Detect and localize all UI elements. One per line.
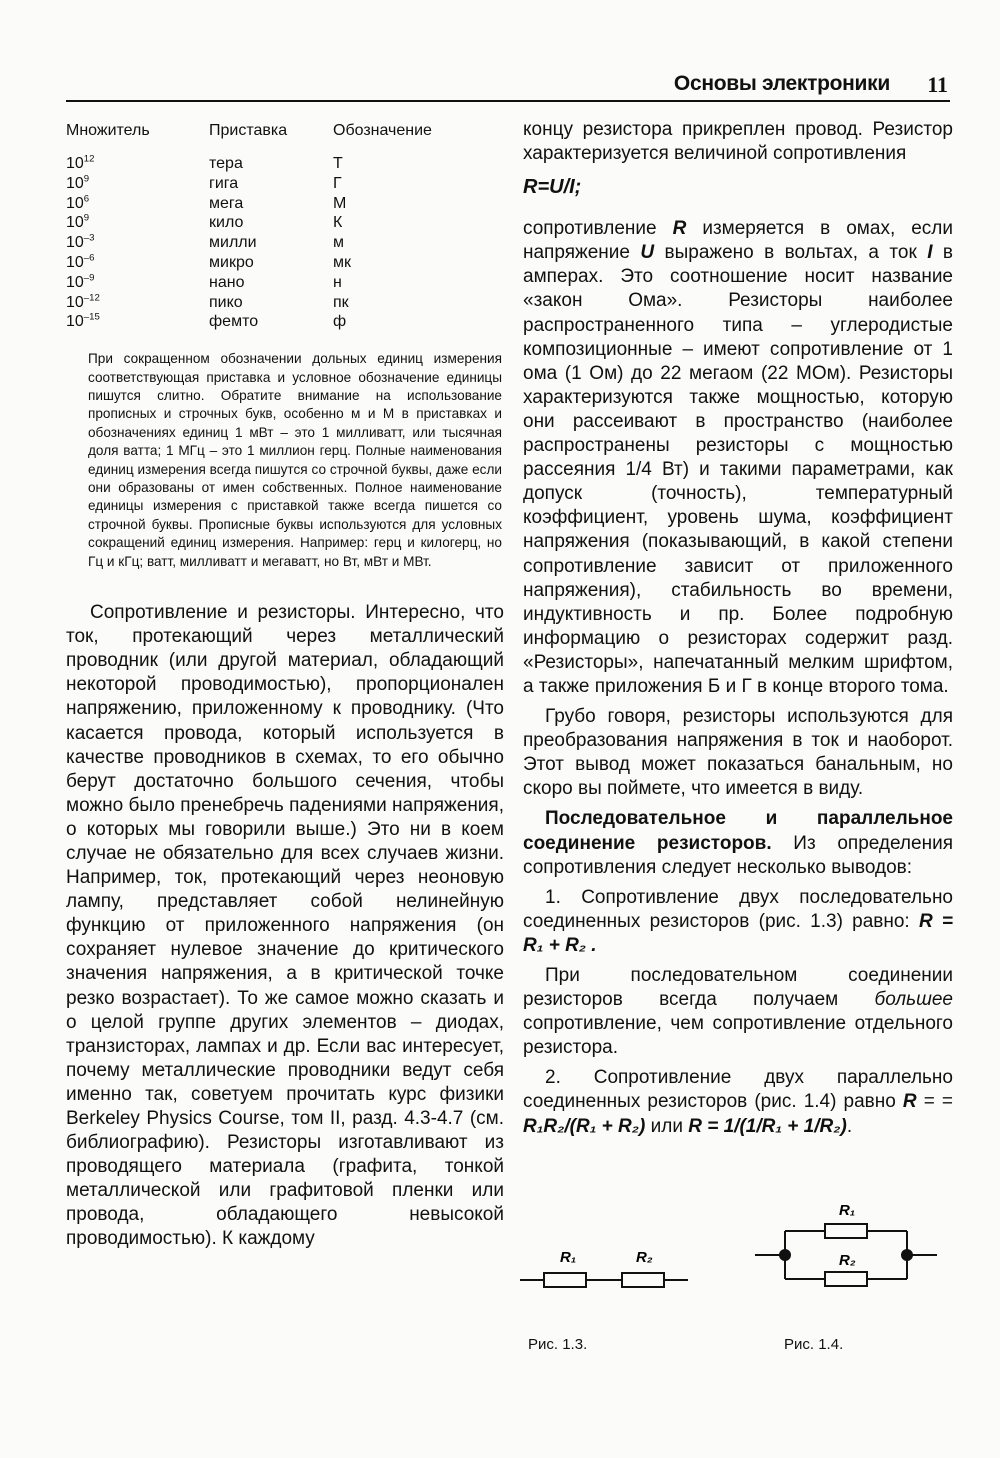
label-r2: R₂ — [636, 1249, 653, 1266]
paragraph-series-parallel: Последовательное и параллельное соединение резисторов. Из определения сопротивления следует несколько выводов: — [523, 808, 953, 878]
paragraph-ohm: сопротивление R измеряется в омах, если напряжение U выражено в вольтах, а ток I в амперах. Это соотношение носит название «закон Ома». Резисторы наиболее распространенного типа – углеродистые композиционные – имеют сопротивление от 1 ома (1 Ом) до 22 мегаом (22 МОм). Резисторы характеризуются также мощностью, которую они рассеивают в пространство (наиболее распространены резисторы с мощностью рассеяния 1/4 Вт) и такими параметрами, как допуск (точность), температурный коэффициент, уровень шума, коэффициент напряжения (показывающий, в какой степени сопротивление зависит от приложенного напряжения), стабильность во времени, индуктивность и пр. Более подробную информацию о резисторах содержит разд. «Резисторы», напечатанный мелким шрифтом, а также приложения Б и Г в конце второго тома. — [523, 218, 953, 697]
resistor-r2 — [825, 1272, 867, 1286]
left-paragraph: Сопротивление и резисторы. Интересно, что ток, протекающий через металлический проводник (или другой материал, обладающий некоторой проводимостью), пропорционален напряжению, приложенному к проводнику. (Что касается провода, который используется в качестве проводников в схемах, то его обычно берут достаточно большого сечения, чтобы можно было пренебречь падениями напряжения, о которых мы говорили выше.) Это ни в коем случае не обязательно для всех случаев жизни. Например, ток, протекающий через неоновую лампу, представляет собой нелинейную функцию от приложенного напряжения (он сохраняет нулевое значение до критического значения напряжения, а в критической точке резко возрастает). То же самое можно сказать и о целой группе других элементов – диодах, транзисторах, лампах и др. Если вас интересует, почему металлические проводники ведут себя именно так, советуем прочитать курс физики Berkeley Physics Course, том II, разд. 4.3-4.7 (см. библиографию). Резисторы изготавливают из проводящего материала (графита, тонкой металлической или графитовой пленки или провода, обладающего невысокой проводимостью). К каждому — [66, 602, 504, 1250]
junction-node — [901, 1249, 913, 1261]
resistor-r1 — [544, 1273, 586, 1287]
right-column — [523, 118, 953, 1145]
left-column — [66, 118, 504, 1252]
junction-node — [779, 1249, 791, 1261]
label-r1: R₁ — [839, 1202, 856, 1219]
ohms-law-formula: R=U/I; — [523, 176, 582, 199]
table-row: $10^{-3}$ милли м — [66, 232, 344, 252]
series-circuit-diagram — [520, 1240, 690, 1310]
figure-parallel-resistors — [755, 1195, 945, 1295]
label-r1: R₁ — [560, 1249, 577, 1266]
page-number: 11 — [927, 72, 948, 97]
parallel-formula-reciprocal: R = 1/(1/R₁ + 1/R₂) — [688, 1115, 847, 1137]
prefix-table — [66, 118, 432, 332]
table-row: $10^{-6}$ микро мк — [66, 252, 351, 271]
series-formula: R = R₁ + R₂ . — [523, 910, 953, 956]
footnote-note: При сокращенном обозначении дольных единиц измерения соответствующая приставка и условное обозначение единицы пишутся слитно. Обратите внимание на использование прописных и строчных букв, особенно м и М в приставках и обозначениях единиц 1 мВт – это 1 милливатт, или тысячная доля ватта; 1 МГц – это 1 миллион герц. Полные наименования единиц измерения всегда пишутся со строчной буквы, даже если они образованы от имен собственных. Полное наименование единицы измерения с приставкой также всегда пишется со строчной буквы. Прописные буквы используются для условных сокращений единиц измерения. Например: герц и килогерц, но Гц и кГц; ватт, милливатт и мегаватт, но Вт, мВт и МВт. — [88, 351, 502, 569]
paragraph-series-result: При последовательном соединении резисторов всегда получаем большее сопротивление, чем сопротивление отдельного резистора. — [523, 965, 953, 1059]
running-title: Основы электроники — [673, 72, 890, 95]
table-row: $10^9$ кило К — [66, 213, 343, 232]
paragraph-conversion: Грубо говоря, резисторы используются для преобразования напряжения в ток и наоборот. Этот вывод может показаться банальным, но скоро вы поймете, что имеется в виду. — [523, 706, 953, 800]
label-r2: R₂ — [839, 1252, 856, 1269]
column-header: Обозначение — [333, 122, 432, 139]
resistor-r2 — [622, 1273, 664, 1287]
table-row: $10^{-12}$ пико пк — [66, 292, 349, 311]
table-header-row — [66, 118, 432, 154]
page-header — [66, 70, 950, 102]
caption-fig-1-3: Рис. 1.3. — [528, 1336, 588, 1353]
paragraph-continuation: концу резистора прикреплен провод. Резистор характеризуется величиной сопротивления — [523, 119, 953, 165]
resistor-r1 — [825, 1224, 867, 1238]
table-row: $10^{-15}$ фемто ф — [66, 312, 347, 331]
figure-series-resistors — [520, 1240, 690, 1310]
table-row: $10^9$ гига Г — [66, 173, 342, 192]
column-header: Приставка — [209, 122, 288, 139]
table-row: $10^{12}$ тера Т — [66, 153, 343, 172]
column-header: Множитель — [66, 122, 150, 139]
section-heading: Последовательное и параллельное соединение резисторов. — [523, 808, 953, 854]
parallel-formula-product: R₁R₂/(R₁ + R₂) — [523, 1115, 646, 1137]
paragraph-parallel-rule: 2. Сопротивление двух параллельно соединенных резисторов (рис. 1.4) равно R = = R₁R₂/(R₁ + R₂) или R = 1/(1/R₁ + 1/R₂). — [523, 1067, 954, 1137]
table-row: $10^6$ мега М — [66, 193, 347, 212]
table-row: $10^{-9}$ нано н — [66, 272, 342, 291]
paragraph-series-rule: 1. Сопротивление двух последовательно соединенных резисторов (рис. 1.3) равно: R = R₁ + R₂ . — [523, 886, 953, 956]
caption-fig-1-4: Рис. 1.4. — [784, 1336, 844, 1353]
parallel-circuit-diagram — [755, 1195, 945, 1295]
